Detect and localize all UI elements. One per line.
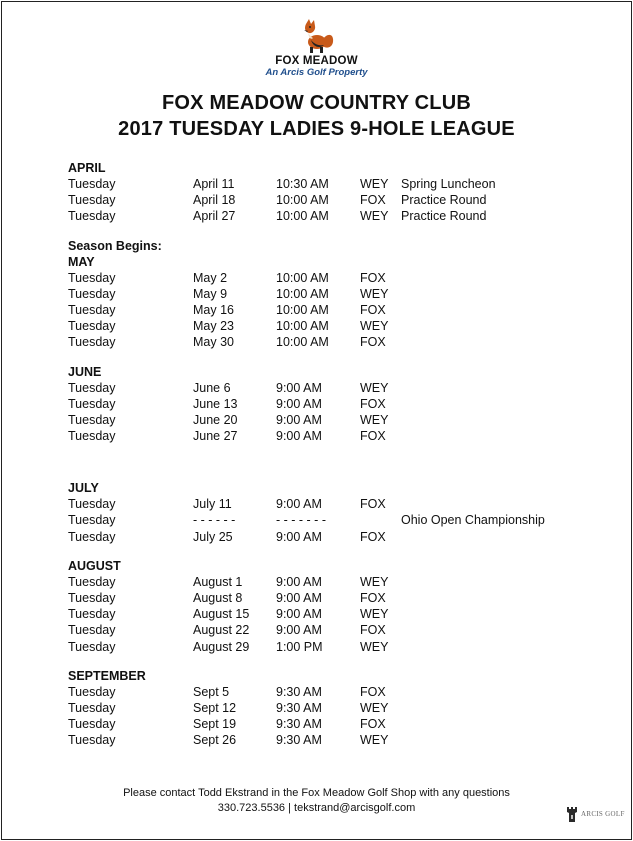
row-time: 9:30 AM: [276, 684, 322, 699]
page-title: [2, 90, 631, 142]
row-location: WEY: [360, 700, 389, 715]
row-day: Tuesday: [68, 529, 116, 544]
row-time: 10:00 AM: [276, 209, 329, 224]
month-heading: SEPTEMBER: [68, 668, 146, 683]
month-heading: MAY: [68, 254, 95, 269]
row-date: Sept 12: [193, 700, 237, 715]
contact-details: 330.723.5536 | tekstrand@arcisgolf.com: [217, 802, 416, 814]
row-time: 10:00 AM: [276, 270, 329, 285]
title-line-1: FOX MEADOW COUNTRY CLUB: [161, 92, 472, 114]
row-location: FOX: [360, 396, 386, 411]
row-location: WEY: [360, 177, 389, 191]
schedule-row: [68, 496, 386, 512]
month-section-september: [68, 668, 389, 749]
row-date: Sept 5: [193, 684, 230, 699]
row-location: WEY: [360, 380, 389, 395]
row-day: Tuesday: [68, 513, 116, 528]
schedule-row: [68, 428, 386, 444]
row-date: July 25: [193, 529, 233, 544]
row-location: FOX: [360, 429, 386, 444]
month-heading: JUNE: [68, 364, 102, 379]
row-date: April 27: [193, 209, 236, 224]
schedule-row: [68, 512, 545, 528]
arcis-tower-icon: [566, 805, 578, 823]
month-section-june: [68, 364, 389, 445]
schedule-row: [68, 208, 487, 224]
row-date: June 27: [193, 429, 238, 444]
row-time: 9:00 AM: [276, 412, 322, 427]
schedule-row: [68, 176, 496, 192]
schedule-row: [68, 412, 389, 428]
row-date: August 29: [193, 639, 250, 654]
schedule-row: [68, 270, 386, 286]
row-time: 9:00 AM: [276, 380, 322, 395]
row-day: Tuesday: [68, 396, 116, 411]
schedule-page: [1, 1, 632, 840]
schedule-row: [68, 684, 386, 700]
row-day: Tuesday: [68, 209, 116, 224]
row-note: Ohio Open Championship: [401, 513, 545, 528]
row-location: FOX: [360, 529, 386, 544]
schedule-row: [68, 700, 389, 716]
row-day: Tuesday: [68, 335, 116, 350]
row-day: Tuesday: [68, 177, 116, 191]
row-location: WEY: [360, 607, 389, 622]
row-location: FOX: [360, 270, 386, 285]
schedule-row: [68, 732, 389, 748]
row-date: May 2: [193, 270, 228, 285]
arcis-golf-logo: [566, 805, 625, 823]
schedule-row: [68, 302, 386, 318]
row-date: April 11: [193, 177, 235, 191]
row-date: May 23: [193, 319, 234, 334]
row-location: WEY: [360, 286, 389, 301]
schedule-row: [68, 318, 389, 334]
row-time: 10:00 AM: [276, 286, 329, 301]
row-date: April 18: [193, 193, 236, 208]
row-day: Tuesday: [68, 623, 116, 638]
schedule-list: [68, 160, 545, 762]
month-section-july: [68, 480, 545, 545]
row-day: Tuesday: [68, 717, 116, 732]
row-location: WEY: [360, 209, 389, 224]
month-heading: AUGUST: [68, 558, 121, 573]
row-date: - - - - - -: [193, 513, 236, 528]
row-note: Practice Round: [401, 193, 487, 208]
row-location: FOX: [360, 684, 386, 699]
contact-line: Please contact Todd Ekstrand in the Fox Meadow Golf Shop with any questions: [123, 787, 510, 799]
row-day: Tuesday: [68, 591, 116, 605]
row-day: Tuesday: [68, 380, 116, 395]
month-heading: APRIL: [68, 161, 106, 175]
row-location: WEY: [360, 412, 389, 427]
row-location: WEY: [360, 733, 389, 748]
row-day: Tuesday: [68, 639, 116, 654]
row-day: Tuesday: [68, 429, 116, 444]
row-date: July 11: [193, 497, 232, 512]
row-note: Spring Luncheon: [401, 177, 496, 191]
row-day: Tuesday: [68, 270, 116, 285]
row-date: August 1: [193, 574, 243, 589]
month-heading: JULY: [68, 481, 99, 496]
row-location: FOX: [360, 497, 386, 512]
schedule-row: [68, 334, 386, 350]
row-time: 9:30 AM: [276, 733, 322, 748]
row-day: Tuesday: [68, 497, 116, 512]
row-date: May 30: [193, 335, 234, 350]
month-section-april: [68, 160, 496, 225]
row-time: - - - - - - -: [276, 513, 326, 528]
row-date: Sept 19: [193, 717, 237, 732]
row-time: 9:00 AM: [276, 429, 322, 444]
row-time: 10:00 AM: [276, 193, 329, 208]
schedule-row: [68, 529, 386, 545]
row-time: 9:00 AM: [276, 623, 322, 638]
row-day: Tuesday: [68, 412, 116, 427]
fox-icon: [298, 18, 336, 54]
schedule-row: [68, 606, 389, 622]
schedule-row: [68, 590, 386, 606]
row-date: August 22: [193, 623, 250, 638]
season-begins-label: Season Begins:: [68, 238, 162, 253]
row-date: May 16: [193, 302, 234, 317]
row-time: 10:30 AM: [276, 177, 329, 191]
row-date: May 9: [193, 286, 228, 301]
row-day: Tuesday: [68, 733, 116, 748]
row-time: 9:00 AM: [276, 396, 322, 411]
row-day: Tuesday: [68, 607, 116, 622]
schedule-row: [68, 380, 389, 396]
row-day: Tuesday: [68, 319, 116, 334]
row-date: June 13: [193, 396, 238, 411]
schedule-row: [68, 639, 389, 655]
row-location: WEY: [360, 319, 389, 334]
row-time: 9:30 AM: [276, 717, 322, 732]
row-day: Tuesday: [68, 286, 116, 301]
row-day: Tuesday: [68, 684, 116, 699]
row-location: FOX: [360, 302, 386, 317]
row-time: 1:00 PM: [276, 639, 323, 654]
row-date: June 6: [193, 380, 231, 395]
row-day: Tuesday: [68, 302, 116, 317]
schedule-row: [68, 192, 487, 208]
arcis-golf-label: ARCIS GOLF: [581, 810, 625, 818]
logo-tagline: An Arcis Golf Property: [265, 67, 368, 78]
row-location: FOX: [360, 193, 386, 208]
row-note: Practice Round: [401, 209, 487, 224]
row-date: August 15: [193, 607, 250, 622]
schedule-row: [68, 396, 386, 412]
row-location: FOX: [360, 335, 386, 350]
row-date: June 20: [193, 412, 238, 427]
schedule-row: [68, 574, 389, 590]
title-line-2: 2017 TUESDAY LADIES 9-HOLE LEAGUE: [118, 118, 515, 140]
row-day: Tuesday: [68, 574, 116, 589]
row-time: 9:00 AM: [276, 529, 322, 544]
month-section-may: [68, 238, 389, 351]
row-location: FOX: [360, 591, 386, 605]
row-time: 9:00 AM: [276, 574, 322, 589]
fox-meadow-logo: [2, 18, 631, 78]
logo-name: FOX MEADOW: [275, 55, 358, 67]
row-date: August 8: [193, 591, 243, 605]
row-time: 9:30 AM: [276, 700, 322, 715]
row-time: 9:00 AM: [276, 497, 322, 512]
row-date: Sept 26: [193, 733, 237, 748]
row-location: WEY: [360, 574, 389, 589]
row-time: 10:00 AM: [276, 319, 329, 334]
schedule-row: [68, 716, 386, 732]
row-location: WEY: [360, 639, 389, 654]
row-location: FOX: [360, 717, 386, 732]
schedule-row: [68, 622, 386, 638]
month-section-august: [68, 558, 389, 655]
row-time: 10:00 AM: [276, 335, 329, 350]
row-time: 10:00 AM: [276, 302, 329, 317]
row-day: Tuesday: [68, 700, 116, 715]
contact-footer: [2, 786, 631, 816]
row-day: Tuesday: [68, 193, 116, 208]
row-location: FOX: [360, 623, 386, 638]
row-time: 9:00 AM: [276, 607, 322, 622]
schedule-row: [68, 286, 389, 302]
row-time: 9:00 AM: [276, 591, 322, 605]
